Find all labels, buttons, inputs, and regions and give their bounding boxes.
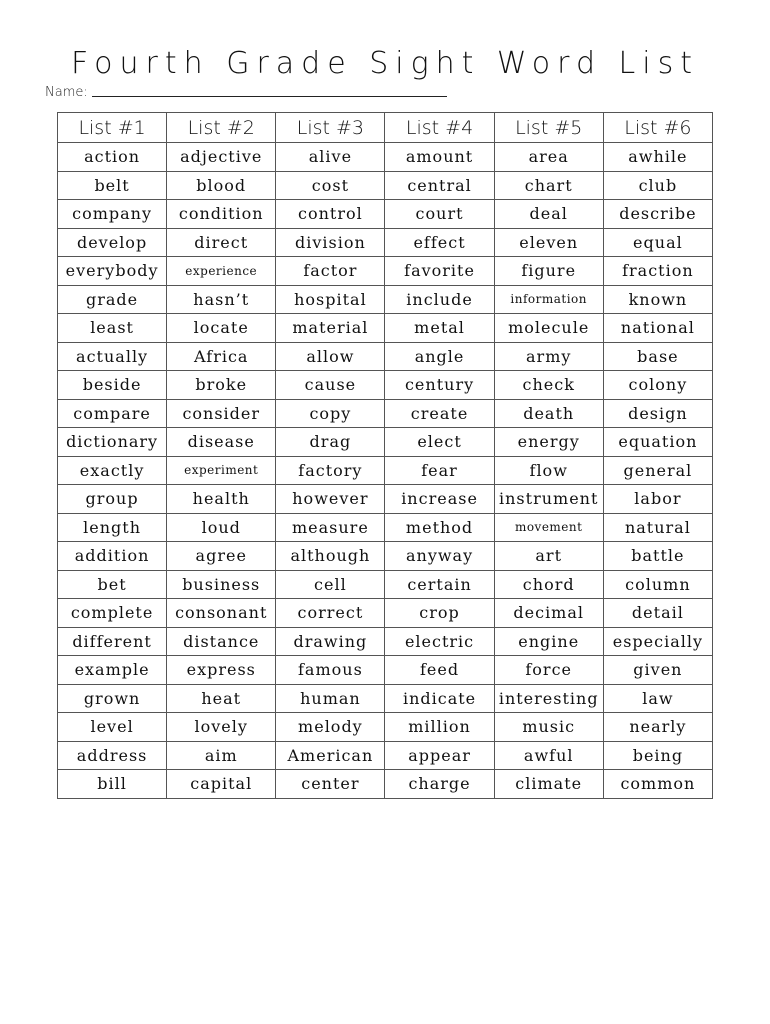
word-cell: known <box>603 285 712 314</box>
column-header: List #2 <box>167 113 276 143</box>
word-cell: decimal <box>494 599 603 628</box>
table-row <box>58 428 713 457</box>
word-cell: angle <box>385 342 494 371</box>
table-row <box>58 656 713 685</box>
name-label: Name: <box>45 85 88 100</box>
word-cell: chord <box>494 570 603 599</box>
word-cell: direct <box>167 228 276 257</box>
word-cell: check <box>494 371 603 400</box>
table-row <box>58 285 713 314</box>
word-cell: battle <box>603 542 712 571</box>
word-cell: art <box>494 542 603 571</box>
word-cell: condition <box>167 200 276 229</box>
word-cell: famous <box>276 656 385 685</box>
table-row <box>58 257 713 286</box>
word-cell: given <box>603 656 712 685</box>
word-cell: alive <box>276 143 385 172</box>
word-cell: indicate <box>385 684 494 713</box>
word-cell: cost <box>276 171 385 200</box>
word-cell: elect <box>385 428 494 457</box>
word-cell: division <box>276 228 385 257</box>
word-cell: being <box>603 741 712 770</box>
column-header: List #1 <box>58 113 167 143</box>
word-cell: figure <box>494 257 603 286</box>
word-cell: national <box>603 314 712 343</box>
column-header: List #6 <box>603 113 712 143</box>
word-cell: effect <box>385 228 494 257</box>
word-cell: actually <box>58 342 167 371</box>
word-cell: describe <box>603 200 712 229</box>
word-cell: anyway <box>385 542 494 571</box>
word-cell: aim <box>167 741 276 770</box>
word-cell: certain <box>385 570 494 599</box>
word-cell: consider <box>167 399 276 428</box>
word-cell: compare <box>58 399 167 428</box>
word-cell: human <box>276 684 385 713</box>
word-cell: locate <box>167 314 276 343</box>
word-cell: length <box>58 513 167 542</box>
word-cell: address <box>58 741 167 770</box>
table-row <box>58 314 713 343</box>
word-cell: however <box>276 485 385 514</box>
word-cell: cell <box>276 570 385 599</box>
word-cell: equation <box>603 428 712 457</box>
name-blank-line <box>92 96 447 97</box>
word-cell: grown <box>58 684 167 713</box>
table-row <box>58 143 713 172</box>
word-cell: bill <box>58 770 167 799</box>
word-cell: movement <box>494 513 603 542</box>
word-cell: club <box>603 171 712 200</box>
table-row <box>58 599 713 628</box>
word-cell: different <box>58 627 167 656</box>
word-cell: complete <box>58 599 167 628</box>
column-header: List #4 <box>385 113 494 143</box>
column-header: List #3 <box>276 113 385 143</box>
word-cell: general <box>603 456 712 485</box>
word-cell: experience <box>167 257 276 286</box>
word-cell: center <box>276 770 385 799</box>
word-cell: consonant <box>167 599 276 628</box>
word-cell: control <box>276 200 385 229</box>
word-cell: awhile <box>603 143 712 172</box>
table-row <box>58 371 713 400</box>
word-cell: although <box>276 542 385 571</box>
word-cell: electric <box>385 627 494 656</box>
word-cell: melody <box>276 713 385 742</box>
word-cell: amount <box>385 143 494 172</box>
word-cell: colony <box>603 371 712 400</box>
table-row <box>58 741 713 770</box>
word-cell: flow <box>494 456 603 485</box>
word-cell: material <box>276 314 385 343</box>
word-cell: information <box>494 285 603 314</box>
word-cell: feed <box>385 656 494 685</box>
word-cell: drag <box>276 428 385 457</box>
table-row <box>58 570 713 599</box>
word-cell: column <box>603 570 712 599</box>
word-cell: interesting <box>494 684 603 713</box>
word-cell: hasn’t <box>167 285 276 314</box>
table-row <box>58 770 713 799</box>
word-cell: fraction <box>603 257 712 286</box>
word-cell: Africa <box>167 342 276 371</box>
table-body <box>58 143 713 799</box>
word-cell: factor <box>276 257 385 286</box>
word-cell: charge <box>385 770 494 799</box>
word-cell: area <box>494 143 603 172</box>
table-row <box>58 228 713 257</box>
word-cell: factory <box>276 456 385 485</box>
word-cell: common <box>603 770 712 799</box>
word-cell: eleven <box>494 228 603 257</box>
word-cell: increase <box>385 485 494 514</box>
word-cell: climate <box>494 770 603 799</box>
table-header-row <box>58 113 713 143</box>
word-cell: crop <box>385 599 494 628</box>
word-cell: measure <box>276 513 385 542</box>
word-cell: dictionary <box>58 428 167 457</box>
word-cell: especially <box>603 627 712 656</box>
word-cell: fear <box>385 456 494 485</box>
word-cell: belt <box>58 171 167 200</box>
word-cell: health <box>167 485 276 514</box>
word-cell: broke <box>167 371 276 400</box>
word-cell: molecule <box>494 314 603 343</box>
word-cell: design <box>603 399 712 428</box>
table-row <box>58 171 713 200</box>
word-cell: addition <box>58 542 167 571</box>
word-cell: express <box>167 656 276 685</box>
word-cell: agree <box>167 542 276 571</box>
word-cell: death <box>494 399 603 428</box>
word-cell: disease <box>167 428 276 457</box>
word-cell: beside <box>58 371 167 400</box>
word-cell: detail <box>603 599 712 628</box>
word-cell: action <box>58 143 167 172</box>
word-cell: court <box>385 200 494 229</box>
word-cell: group <box>58 485 167 514</box>
word-cell: loud <box>167 513 276 542</box>
word-cell: century <box>385 371 494 400</box>
word-cell: metal <box>385 314 494 343</box>
table-row <box>58 485 713 514</box>
table-row <box>58 542 713 571</box>
table-row <box>58 713 713 742</box>
word-cell: copy <box>276 399 385 428</box>
word-cell: lovely <box>167 713 276 742</box>
word-cell: method <box>385 513 494 542</box>
word-cell: deal <box>494 200 603 229</box>
word-cell: hospital <box>276 285 385 314</box>
word-cell: law <box>603 684 712 713</box>
word-cell: correct <box>276 599 385 628</box>
table-row <box>58 342 713 371</box>
word-cell: central <box>385 171 494 200</box>
word-cell: level <box>58 713 167 742</box>
table-row <box>58 627 713 656</box>
table-row <box>58 513 713 542</box>
word-cell: instrument <box>494 485 603 514</box>
word-cell: adjective <box>167 143 276 172</box>
word-cell: everybody <box>58 257 167 286</box>
word-cell: capital <box>167 770 276 799</box>
word-cell: cause <box>276 371 385 400</box>
word-cell: heat <box>167 684 276 713</box>
page-title: Fourth Grade Sight Word List <box>71 46 699 81</box>
word-cell: chart <box>494 171 603 200</box>
word-cell: example <box>58 656 167 685</box>
sight-word-table <box>57 112 713 799</box>
word-cell: base <box>603 342 712 371</box>
word-cell: drawing <box>276 627 385 656</box>
word-cell: music <box>494 713 603 742</box>
word-cell: create <box>385 399 494 428</box>
word-cell: blood <box>167 171 276 200</box>
word-cell: force <box>494 656 603 685</box>
word-cell: least <box>58 314 167 343</box>
word-cell: company <box>58 200 167 229</box>
name-field <box>45 80 447 100</box>
word-cell: equal <box>603 228 712 257</box>
word-cell: exactly <box>58 456 167 485</box>
word-cell: grade <box>58 285 167 314</box>
word-cell: awful <box>494 741 603 770</box>
word-cell: army <box>494 342 603 371</box>
word-cell: develop <box>58 228 167 257</box>
table-row <box>58 399 713 428</box>
word-cell: engine <box>494 627 603 656</box>
word-cell: experiment <box>167 456 276 485</box>
table-row <box>58 200 713 229</box>
word-cell: nearly <box>603 713 712 742</box>
word-cell: favorite <box>385 257 494 286</box>
column-header: List #5 <box>494 113 603 143</box>
word-cell: bet <box>58 570 167 599</box>
word-cell: American <box>276 741 385 770</box>
word-cell: energy <box>494 428 603 457</box>
word-cell: business <box>167 570 276 599</box>
table-row <box>58 456 713 485</box>
word-cell: distance <box>167 627 276 656</box>
word-cell: million <box>385 713 494 742</box>
table-row <box>58 684 713 713</box>
word-cell: include <box>385 285 494 314</box>
word-cell: natural <box>603 513 712 542</box>
word-cell: appear <box>385 741 494 770</box>
word-cell: allow <box>276 342 385 371</box>
word-cell: labor <box>603 485 712 514</box>
